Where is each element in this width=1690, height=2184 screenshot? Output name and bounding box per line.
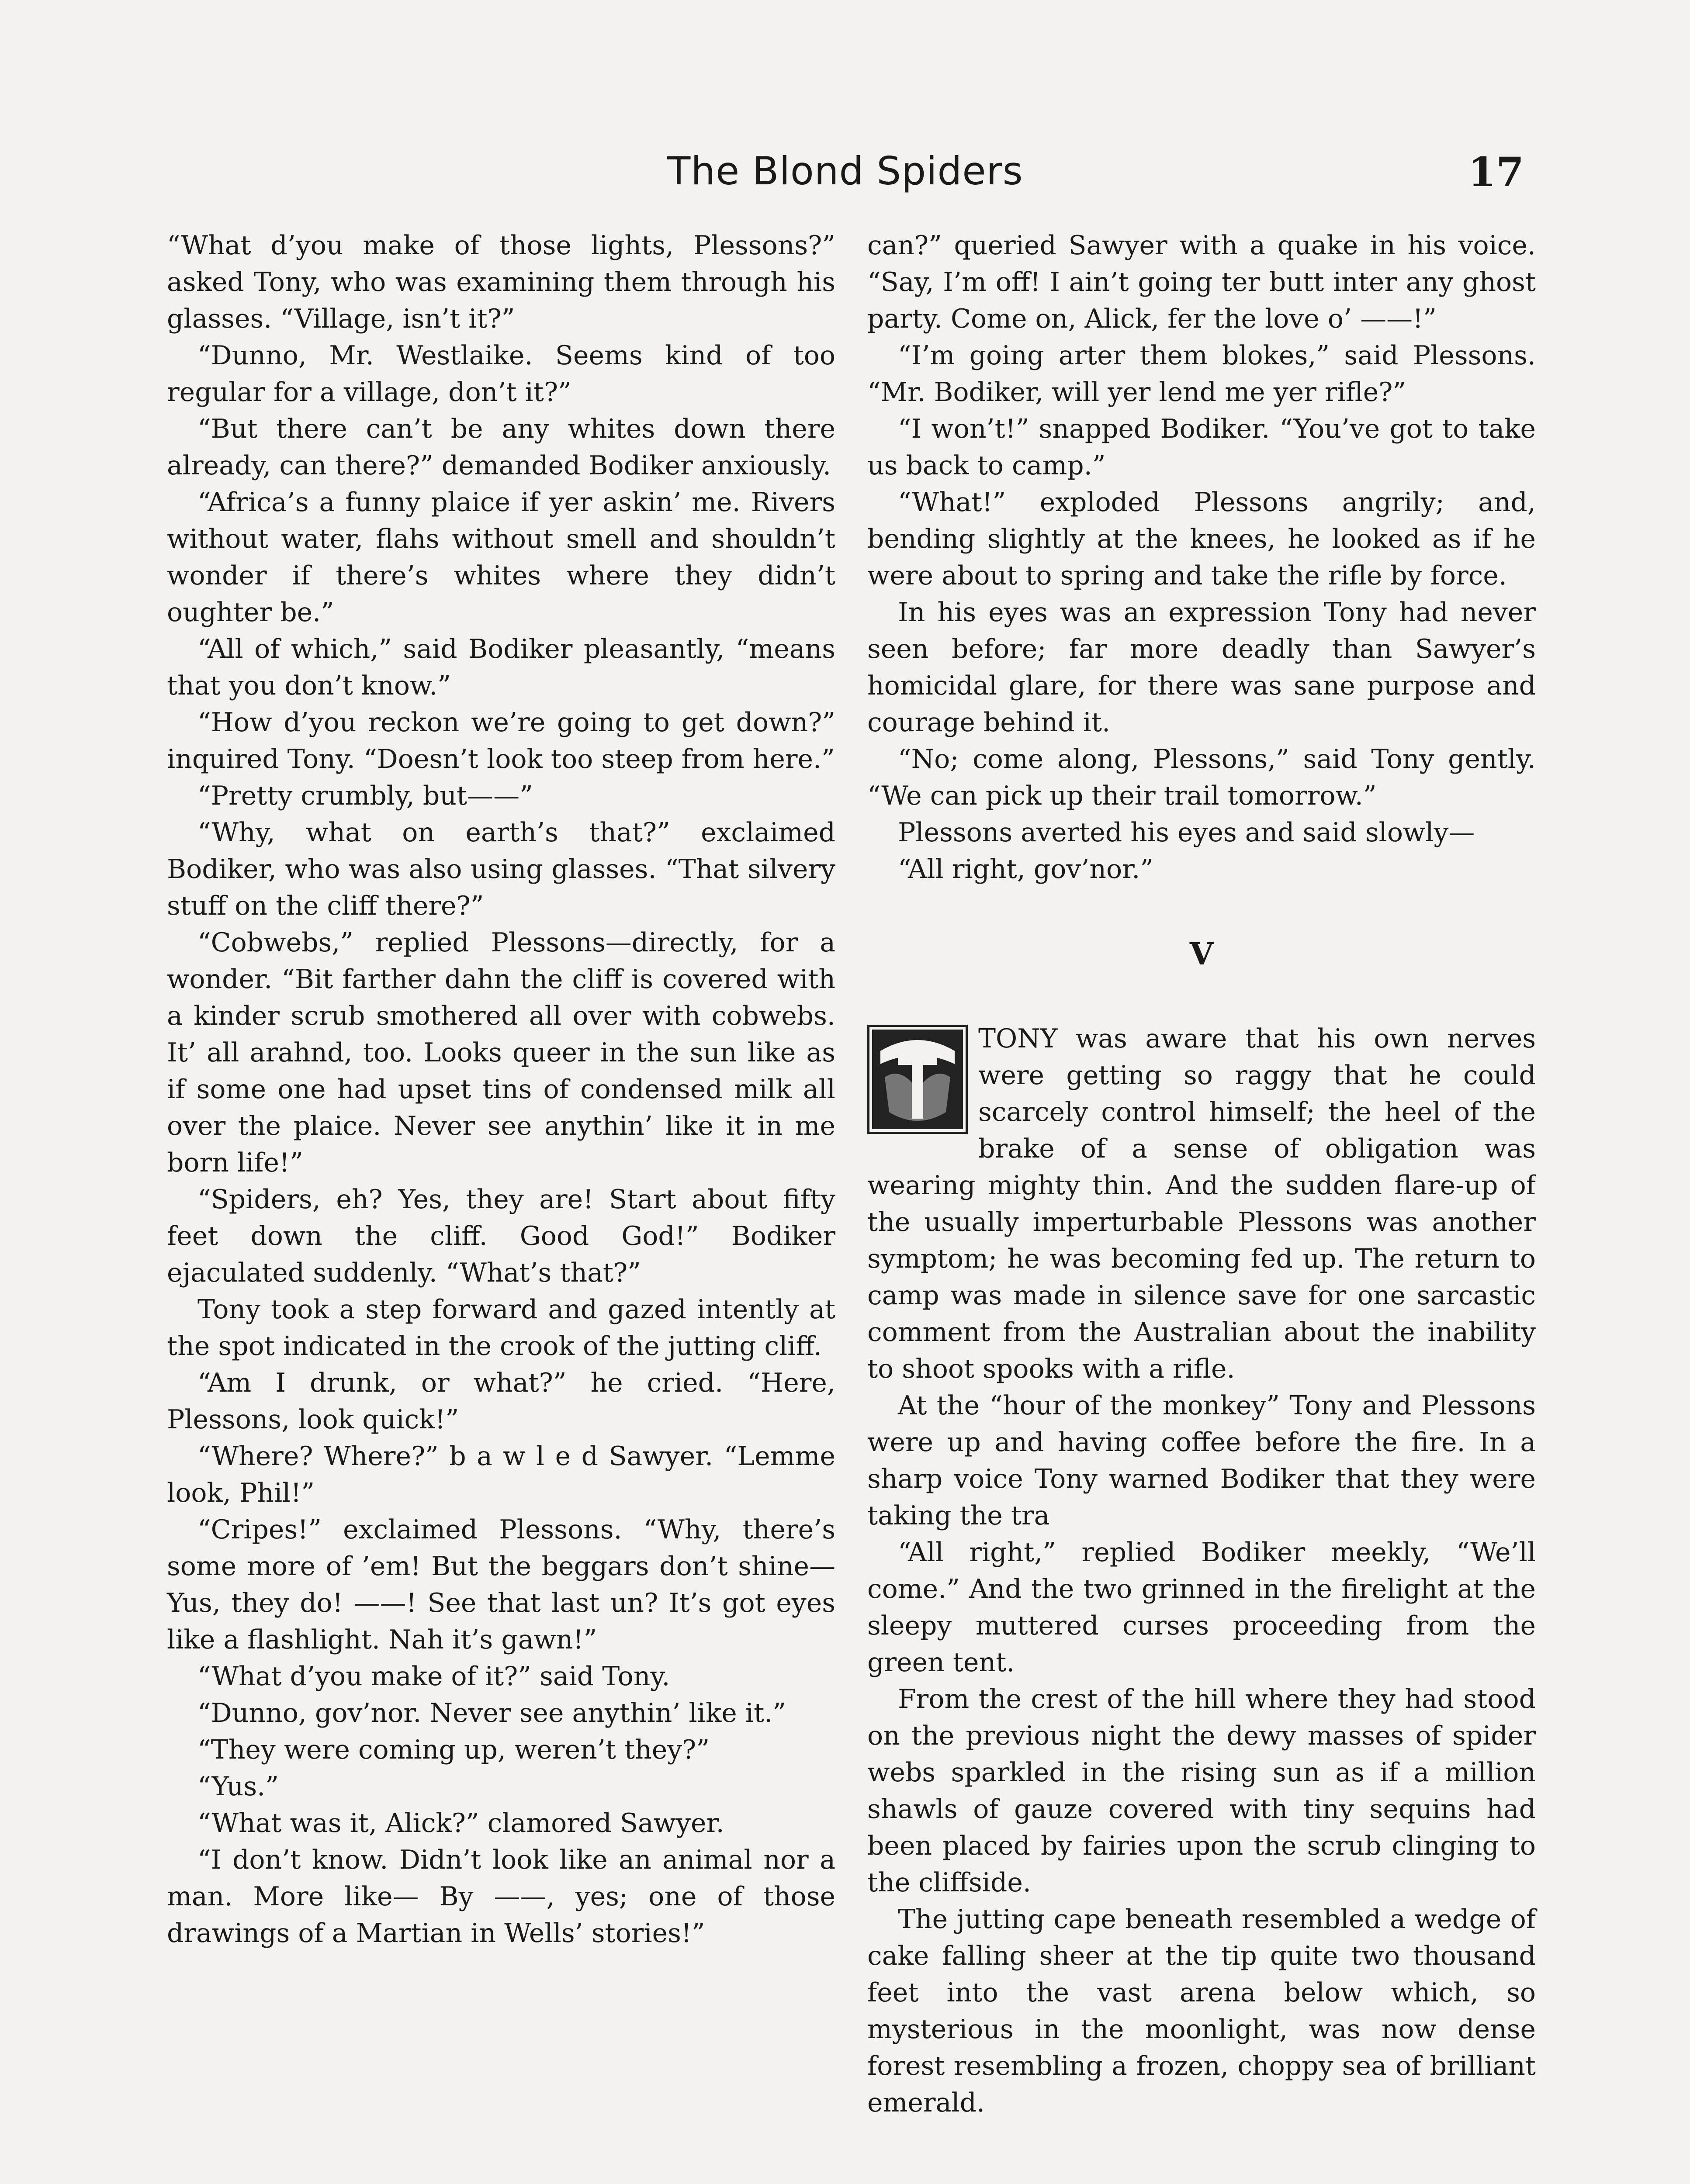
paragraph: From the crest of the hill where they had stood on the previous night the dewy masses of spider webs sparkled in the rising sun as if a million shawls of gauze covered with tiny sequins had been placed by fairies upon the scrub clinging to the cliffside.: [867, 1684, 1536, 1898]
paragraph: The jutting cape beneath resembled a wedge of cake falling sheer at the tip quite two thousand feet into the vast arena below which, so mysterious in the moonlight, was now dense forest resembling a frozen, choppy sea of brilliant emerald.: [867, 1904, 1536, 2118]
paragraph: Plessons averted his eyes and said slowly—: [898, 817, 1475, 848]
dropcap-letter: T: [978, 1023, 996, 1054]
paragraph: In his eyes was an expression Tony had never seen before; far more deadly than Sawyer’s homicidal glare, for there was sane purpose and courage behind it.: [867, 597, 1536, 738]
paragraph: “But there can’t be any whites down there already, can there?” demanded Bodiker anxiously.: [167, 414, 835, 481]
paragraph: “Am I drunk, or what?” he cried. “Here, Plessons, look quick!”: [167, 1368, 835, 1435]
running-title: The Blond Spiders: [667, 149, 1023, 194]
paragraph: “All right,” replied Bodiker meekly, “We’ll come.” And the two grinned in the firelight at the sleepy muttered curses proceeding from the green tent.: [867, 1537, 1536, 1678]
paragraph: “Dunno, Mr. Westlaike. Seems kind of too regular for a village, don’t it?”: [167, 340, 835, 408]
paragraph: “They were coming up, weren’t they?”: [197, 1735, 710, 1765]
page-number: 17: [1468, 149, 1524, 196]
paragraph: At the “hour of the monkey” Tony and Plessons were up and having coffee before the fire. In a sharp voice Tony warned Bodiker that they were taking the tra: [867, 1390, 1536, 1531]
ornamental-dropcap-icon: [867, 1025, 968, 1134]
paragraph: “Spiders, eh? Yes, they are! Start about fifty feet down the cliff. Good God!” Bodiker ejaculated suddenly. “What’s that?”: [167, 1184, 835, 1288]
paragraph: “Cripes!” exclaimed Plessons. “Why, there’s some more of ’em! But the beggars don’t shine— Yus, they do! ——! See that last un? It’s got eyes like a flashlight. Nah it’s gawn!”: [167, 1514, 835, 1655]
paragraph: “Dunno, gov’nor. Never see anythin’ like it.”: [197, 1698, 786, 1728]
paragraph: “No; come along, Plessons,” said Tony gently. “We can pick up their trail tomorrow.”: [867, 744, 1536, 811]
paragraph: “I don’t know. Didn’t look like an animal nor a man. More like— By ——, yes; one of those drawings of a Martian in Wells’ stories!”: [167, 1845, 835, 1949]
paragraph: “What was it, Alick?” clamored Sawyer.: [197, 1808, 724, 1838]
paragraph: “What!” exploded Plessons angrily; and, bending slightly at the knees, he looked as if he were about to spring and take the rifle by force.: [867, 487, 1536, 591]
right-column: [867, 227, 1536, 2121]
page-header: [0, 131, 1690, 218]
section-heading: V: [1189, 936, 1214, 972]
paragraph: “I’m going arter them blokes,” said Plessons. “Mr. Bodiker, will yer lend me yer rifle?”: [867, 340, 1536, 408]
paragraph: “Cobwebs,” replied Plessons—directly, for a wonder. “Bit farther dahn the cliff is covered with a kinder scrub smothered all over with cobwebs. It’ all arahnd, too. Looks queer in the sun like as if some one had upset tins of condensed milk all over the plaice. Never see anythin’ like it in me born life!”: [167, 927, 835, 1178]
paragraph: “How d’you reckon we’re going to get down?” inquired Tony. “Doesn’t look too steep from here.”: [167, 707, 835, 774]
paragraph: “Yus.”: [197, 1771, 279, 1802]
paragraph: “Africa’s a funny plaice if yer askin’ me. Rivers without water, flahs without smell and shouldn’t wonder if there’s whites where they didn’t oughter be.”: [167, 487, 835, 628]
paragraph: “What d’you make of those lights, Plessons?” asked Tony, who was examining them through his glasses. “Village, isn’t it?”: [167, 230, 835, 334]
paragraph: “All right, gov’nor.”: [898, 854, 1153, 885]
paragraph: Tony took a step forward and gazed intently at the spot indicated in the crook of the jutting cliff.: [167, 1294, 835, 1362]
paragraph: “What d’you make of it?” said Tony.: [197, 1661, 670, 1692]
paragraph: “All of which,” said Bodiker pleasantly, “means that you don’t know.”: [167, 634, 835, 701]
paragraph: “Pretty crumbly, but——”: [197, 781, 533, 811]
paragraph: “Why, what on earth’s that?” exclaimed Bodiker, who was also using glasses. “That silvery stuff on the cliff there?”: [167, 817, 835, 921]
chapter-opening: [867, 1020, 1536, 1387]
paragraph: can?” queried Sawyer with a quake in his voice. “Say, I’m off! I ain’t going ter butt inter any ghost party. Come on, Alick, fer the love o’ ——!”: [867, 230, 1536, 334]
left-column: [167, 227, 835, 1952]
paragraph: “I won’t!” snapped Bodiker. “You’ve got to take us back to camp.”: [867, 414, 1536, 481]
paragraph-text: ONY was aware that his own nerves were getting so raggy that he could scarcely control himself; the heel of the brake of a sense of obligation was wearing mighty thin. And the sudden flare-up of the usually imperturbable Plessons was another symptom; he was becoming fed up. The return to camp was made in silence save for one sarcastic comment from the Australian about the inability to shoot spooks with a rifle.: [867, 1023, 1536, 1384]
paragraph: “Where? Where?” b a w l e d Sawyer. “Lemme look, Phil!”: [167, 1441, 835, 1508]
